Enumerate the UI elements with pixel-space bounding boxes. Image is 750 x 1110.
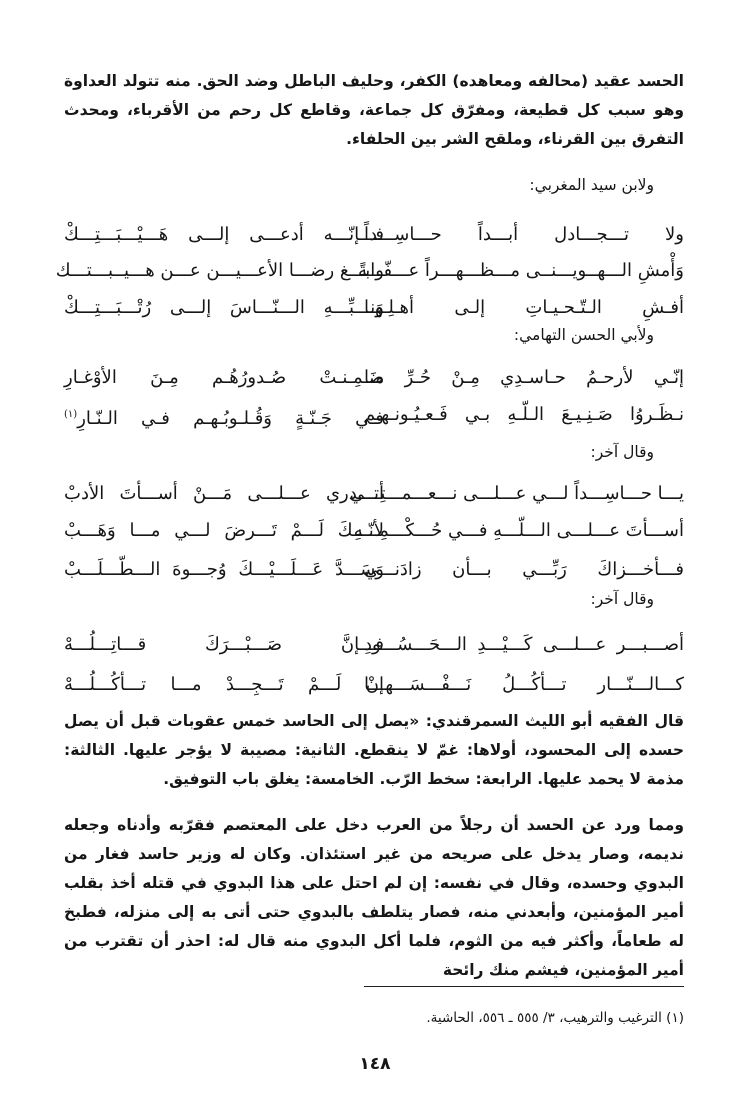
hemistich-first: أســـأتَ عـــلـــى الـــلّـــهِ فـــي حُـــكْـــمِـــهِ bbox=[353, 520, 684, 541]
hemistich-first: نـظَـروُا صَـنِـيـعَ الـلّـهِ بـي فَـعـيُـونـهـم bbox=[364, 404, 684, 425]
hemistich-second: أتـــدري عـــلـــى مَـــنْ أســـأتَ الأدبْ bbox=[64, 483, 384, 504]
hemistich-first: يـــا حـــاسِـــداً لـــي عـــلـــى نـــعـــمـــتِـــي bbox=[349, 483, 684, 504]
hemistich-second: وابـــغ رضـــا الأعـــيـــن عـــن هـــيــبـــتـــك bbox=[55, 260, 384, 281]
hemistich-first: أفـشِ الـتّـحـيـاتِ إلـى أهـلِـهـا bbox=[364, 297, 684, 318]
poem4-intro: وقال آخر: bbox=[590, 590, 654, 608]
poem3-verse-1 bbox=[64, 479, 684, 509]
hemistich-second: لأنّـــكَ لَـــمْ تَـــرضَ لـــي مـــا وَهَـــبْ bbox=[64, 520, 384, 541]
hemistich-second: وَنـــبِّـــهِ الـــنّـــاسَ إلـــى رُتْـــبَـــتِـــكْ bbox=[64, 297, 384, 318]
poem1-intro: ولابن سيد المغربي: bbox=[529, 176, 654, 194]
poem3-verse-3 bbox=[64, 555, 684, 585]
poem1-verse-3 bbox=[64, 293, 684, 323]
page-number: ١٤٨ bbox=[359, 1054, 391, 1074]
poem2-verse-2 bbox=[64, 400, 684, 430]
poem4-verse-2 bbox=[64, 670, 684, 700]
hemistich-first: أصـــبـــر عـــلـــى كَـــيْـــدِ الـــحَـــسُـــودِ bbox=[364, 634, 684, 655]
poem2-verse-1 bbox=[64, 363, 684, 393]
footnote: (١) الترغيب والترهيب، ٣/ ٥٥٥ ـ ٥٥٦، الحاشية. bbox=[426, 1010, 684, 1026]
paragraph-envy-definition: الحسد عقيد (محالفه ومعاهده) الكفر، وحليف الباطل وضد الحق. منه تتولد العداوة وهو سبب كل قطيعة، ومفرّق كل جماعة، وقاطع كل رحم من الأقرباء، ومحدث التفرق بين القرناء، وملقح الشر بين الحلفاء. bbox=[64, 72, 684, 148]
hemistich-first: كـــالـــنّـــار تـــأكُـــلُ نَـــفْـــسَـــهـــا bbox=[364, 674, 684, 695]
hemistich-second: فـــإنّـــه أدعـــى إلـــى هَـــيْـــبَـــتِـــكْ bbox=[64, 224, 384, 245]
poem3-verse-2 bbox=[64, 516, 684, 546]
footnote-reference: (١) bbox=[64, 409, 78, 420]
hemistich-text: فـي جَـنّـةٍ وَقُـلـوبُـهـم فـي الـنّـارِ bbox=[77, 408, 384, 429]
paragraph-mutasim-story: ومما ورد عن الحسد أن رجلاً من العرب دخل على المعتصم فقرّبه وأدناه وجعله نديمه، وصار يدخل على صريحه من غير استئذان. وكان له وزير حاسد فغار من البدوي وحسده، وقال في نفسه: إن لم احتل على هذا البدوي في قتله أخذ بقلب أمير المؤمنين، وأبعدني منه، فصار يتلطف بالبدوي حتى أتى به إلى منزله، فطبخ له طعاماً، وأكثر فيه من الثوم، فلما أكل البدوي منه قال له: احذر أن تقترب من أمير المؤمنين، فيشم منك رائحة bbox=[64, 816, 684, 979]
poem4-verse-1 bbox=[64, 630, 684, 660]
paragraph-samarqandi-quote: قال الفقيه أبو الليث السمرقندي: «يصل إلى الحاسد خمس عقوبات قبل أن يصل حسده إلى المحسود، أولاها: غمّ لا ينقطع. الثانية: مصيبة لا يؤجر عليها. الثالثة: مذمة لا يحمد عليها. الرابعة: سخط الرّب. الخامسة: يغلق باب التوفيق. bbox=[64, 712, 684, 788]
hemistich-second: فـــإنَّ صَـــبْـــرَكَ قـــاتِـــلُـــهْ bbox=[64, 634, 384, 655]
hemistich-first: ولا تـــجـــادل أبـــداً حـــاسِـــداً bbox=[364, 224, 684, 245]
poem1-verse-1 bbox=[64, 220, 684, 250]
hemistich-first: وَأْمشِ الـــهــويـــنــى مـــظـــهـــراً عـــفّـــةً bbox=[358, 260, 684, 281]
hemistich-second: وَسَـــدَّ عَـــلَـــيْـــكَ وُجـــوهَ الـــطّـــلَـــبْ bbox=[64, 559, 384, 580]
hemistich-first: إنّـي لأرحـمُ حـاسـدِي مِـنْ حُـرِّ مـا bbox=[364, 367, 684, 388]
poem2-intro: ولأبي الحسن التهامي: bbox=[513, 326, 654, 344]
poem3-intro: وقال آخر: bbox=[590, 443, 654, 461]
poem1-verse-2 bbox=[55, 256, 684, 286]
footnote-separator bbox=[364, 986, 684, 987]
hemistich-second bbox=[64, 400, 384, 434]
hemistich-second: إنْ لَـــمْ تَـــجِـــدْ مـــا تـــأكُـــلُـــهْ bbox=[64, 674, 384, 695]
hemistich-second: ضَـمِـنـتْ صُـدورُهُـم مِـنَ الأوْغـارِ bbox=[64, 367, 384, 388]
hemistich-first: فـــأخـــزاكَ رَبِّـــي بـــأن زادَنـــي bbox=[364, 559, 684, 580]
